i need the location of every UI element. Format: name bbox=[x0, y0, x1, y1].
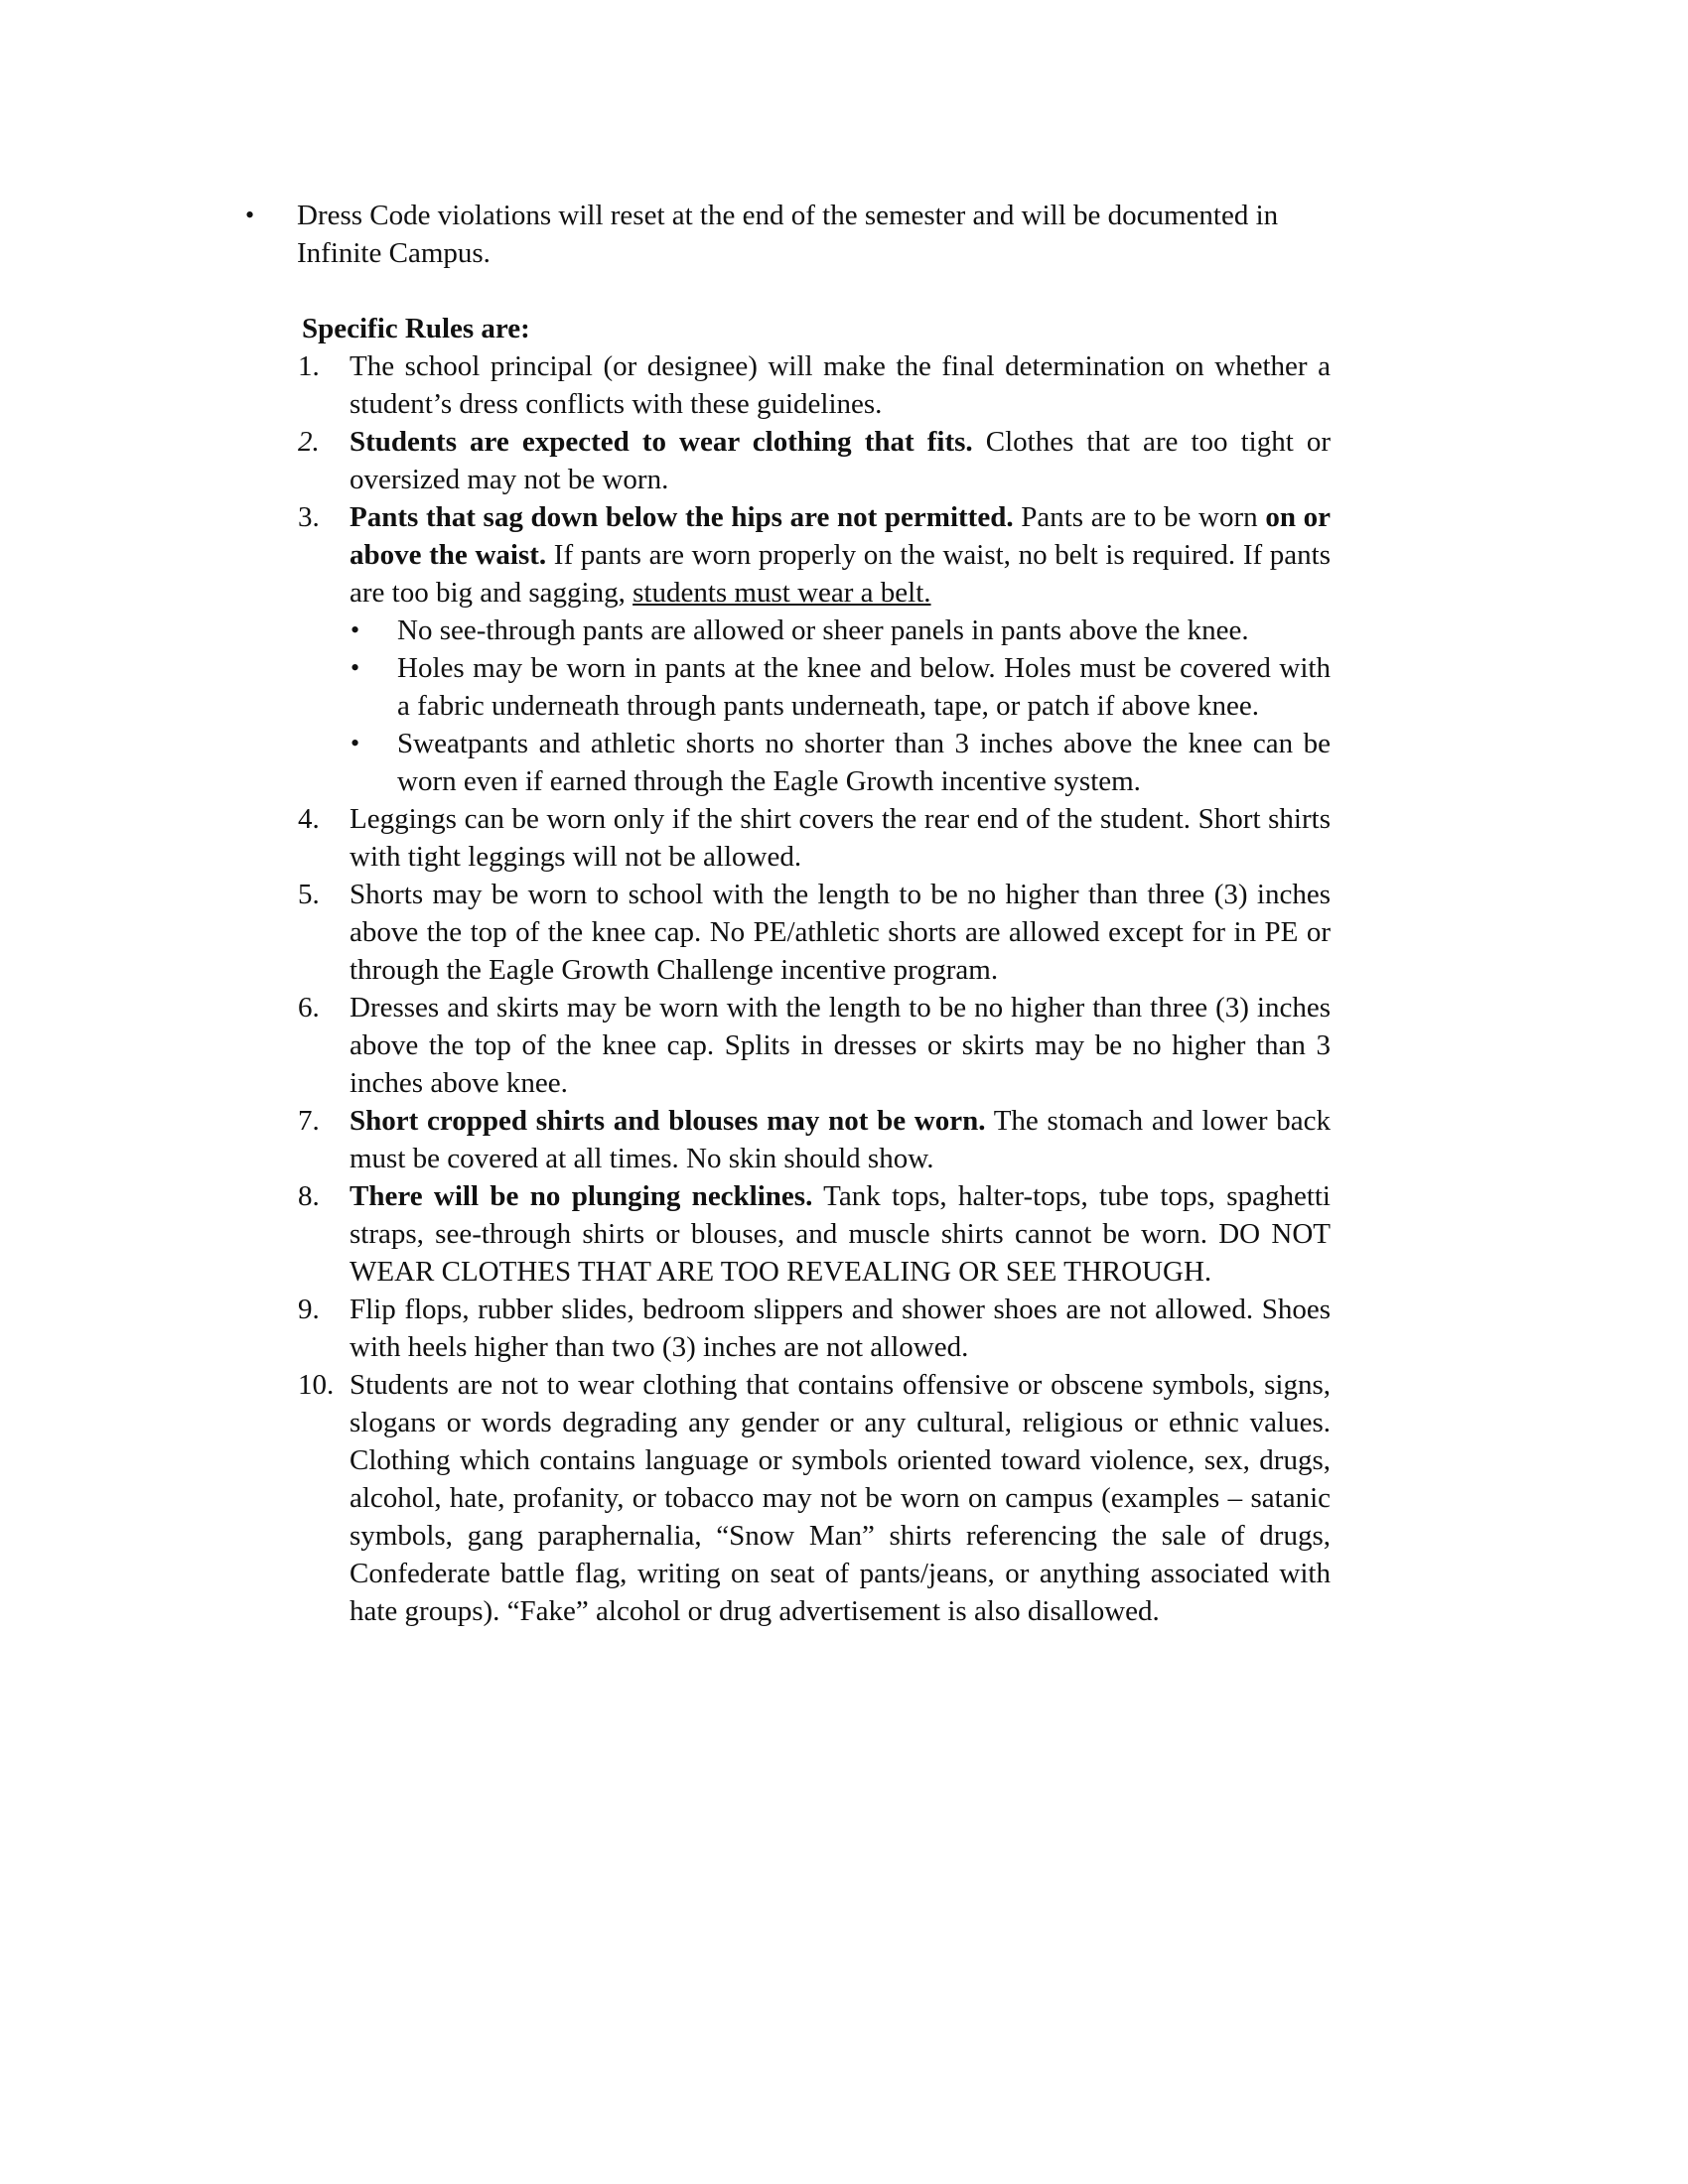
rule-number: 4. bbox=[298, 803, 320, 835]
rule-underlined-text: students must wear a belt. bbox=[633, 577, 931, 609]
rule-text: Students are not to wear clothing that contains offensive or obscene symbols, signs, slogans or words degrading any gender or any cultural, religious or ethnic values. Clothing which contains language or symbols oriented toward violence, sex, drugs, alcohol, hate, profanity, or tobacco may not be worn on campus (examples – satanic symbols, gang paraphernalia, “Snow Man” shirts referencing the sale of drugs, Confederate battle flag, writing on seat of pants/jeans, or anything associated with hate groups). “Fake” alcohol or drug advertisement is also disallowed. bbox=[350, 1369, 1331, 1627]
rule-text: The stomach and lower back must be covered at all times. No skin should show. bbox=[350, 1105, 1331, 1174]
rule-item bbox=[298, 347, 1331, 423]
bullet-icon: • bbox=[351, 653, 360, 682]
rule-item bbox=[298, 1177, 1331, 1291]
rule-number: 1. bbox=[298, 350, 320, 382]
rule-text: Tank tops, halter-tops, tube tops, spaghetti straps, see-through shirts or blouses, and muscle shirts cannot be worn. DO NOT WEAR CLOTHES THAT ARE TOO REVEALING OR SEE THROUGH. bbox=[350, 1180, 1331, 1288]
rule-item bbox=[298, 498, 1331, 612]
intro-bullet-text: Dress Code violations will reset at the end of the semester and will be documented in Infinite Campus. bbox=[297, 200, 1279, 269]
rule-number: 5. bbox=[298, 879, 320, 910]
rule-body bbox=[350, 498, 1331, 612]
rule-item bbox=[298, 423, 1331, 498]
rule-body bbox=[350, 423, 1331, 498]
sub-bullet-text: Holes may be worn in pants at the knee and below. Holes must be covered with a fabric underneath through pants underneath, tape, or patch if above knee. bbox=[397, 652, 1331, 722]
sub-bullet-list bbox=[298, 612, 1331, 800]
rule-text: The school principal (or designee) will make the final determination on whether a student’s dress conflicts with these guidelines. bbox=[350, 350, 1331, 420]
rule-bold-text: Pants that sag down below the hips are not permitted. bbox=[350, 501, 1014, 533]
rule-number: 10. bbox=[298, 1369, 335, 1401]
rule-item bbox=[298, 876, 1331, 989]
rule-number: 9. bbox=[298, 1294, 320, 1325]
bullet-icon: • bbox=[351, 615, 360, 644]
rule-number: 2. bbox=[298, 426, 320, 458]
bullet-icon: • bbox=[245, 201, 255, 229]
sub-bullet-item bbox=[298, 649, 1331, 725]
rule-text: Dresses and skirts may be worn with the length to be no higher than three (3) inches above the top of the knee cap. Splits in dresses or skirts may be no higher than 3 inches above knee. bbox=[350, 992, 1331, 1099]
section-heading: Specific Rules are: bbox=[302, 313, 530, 344]
rule-text: Shorts may be worn to school with the length to be no higher than three (3) inches above the top of the knee cap. No PE/athletic shorts are allowed except for in PE or through the Eagle Growth Challenge incentive program. bbox=[350, 879, 1331, 986]
rule-number: 7. bbox=[298, 1105, 320, 1137]
rule-item bbox=[298, 1366, 1331, 1630]
rule-item bbox=[298, 989, 1331, 1102]
rule-bold-text: Short cropped shirts and blouses may not be worn. bbox=[350, 1105, 986, 1137]
rule-body bbox=[350, 1177, 1331, 1291]
rule-bold-text: Students are expected to wear clothing that fits. bbox=[350, 426, 973, 458]
rule-number: 6. bbox=[298, 992, 320, 1024]
sub-bullet-text: Sweatpants and athletic shorts no shorter than 3 inches above the knee can be worn even if earned through the Eagle Growth incentive system. bbox=[397, 728, 1331, 797]
intro-bullet bbox=[245, 197, 1337, 272]
sub-bullet-item bbox=[298, 725, 1331, 800]
rule-text: Flip flops, rubber slides, bedroom slippers and shower shoes are not allowed. Shoes with heels higher than two (3) inches are not allowed. bbox=[350, 1294, 1331, 1363]
rule-item bbox=[298, 800, 1331, 876]
rule-body bbox=[350, 1102, 1331, 1177]
rule-text: Leggings can be worn only if the shirt covers the rear end of the student. Short shirts with tight leggings will not be allowed. bbox=[350, 803, 1331, 873]
sub-bullet-text: No see-through pants are allowed or sheer panels in pants above the knee. bbox=[397, 614, 1249, 646]
rule-item bbox=[298, 1102, 1331, 1177]
bullet-icon: • bbox=[351, 729, 360, 757]
rule-number: 8. bbox=[298, 1180, 320, 1212]
rule-number: 3. bbox=[298, 501, 320, 533]
rule-item bbox=[298, 1291, 1331, 1366]
rule-text: Clothes that are too tight or oversized may not be worn. bbox=[350, 426, 1331, 495]
rule-bold-text: on or above the waist. bbox=[350, 501, 1331, 571]
sub-bullet-item bbox=[298, 612, 1331, 649]
rule-bold-text: There will be no plunging necklines. bbox=[350, 1180, 813, 1212]
rule-text: Pants are to be worn bbox=[1013, 501, 1266, 533]
rules-section bbox=[298, 310, 1331, 1630]
rule-text: If pants are worn properly on the waist, no belt is required. If pants are too big and sagging, bbox=[350, 539, 1331, 609]
